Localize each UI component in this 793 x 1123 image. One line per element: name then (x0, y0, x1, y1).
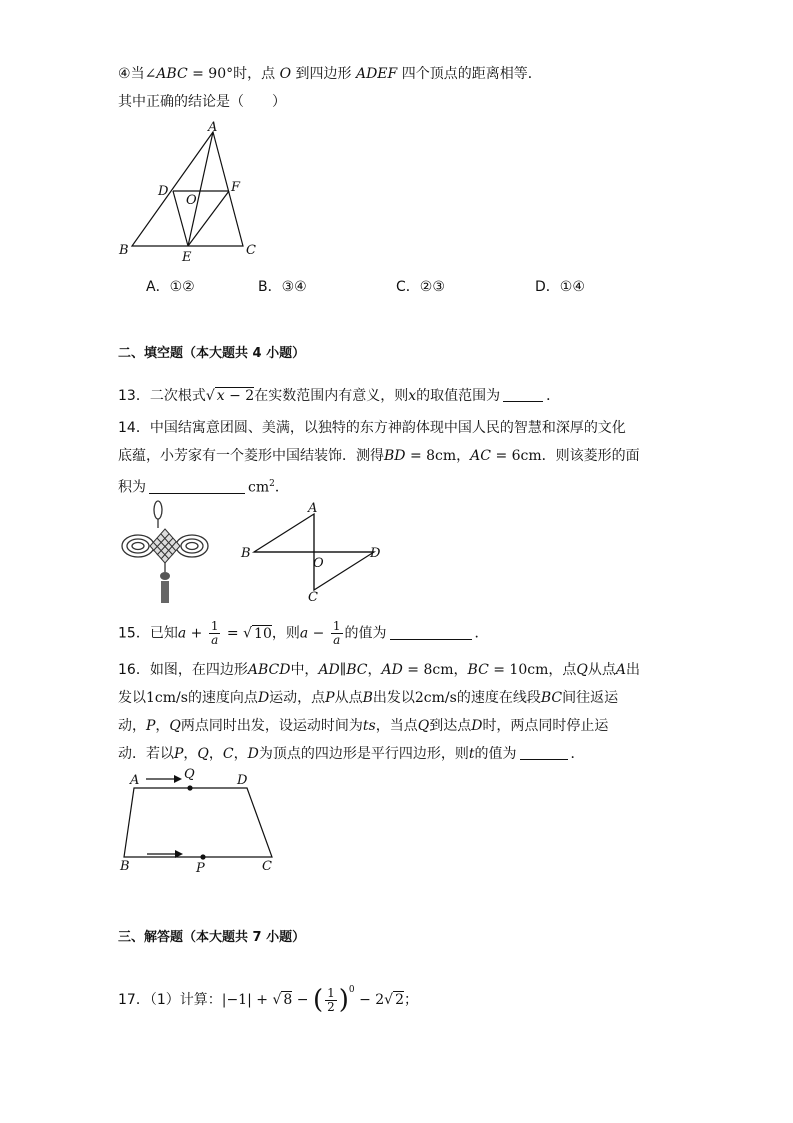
fraction-one-over-a: $\frac{1}{a}$ (210, 619, 219, 647)
fraction-one-half: $\frac{1}{2}$ (327, 985, 335, 1014)
radical-sign-icon: √ (243, 625, 253, 642)
q16-line2: 发以1cm/s的速度向点D运动，点P从点B出发以2cm/s的速度在线段BC间往返运 (118, 690, 619, 706)
label-C: C (262, 859, 272, 874)
option-b[interactable]: B．③④ (258, 279, 307, 295)
radical-sign-icon: √ (272, 992, 282, 1008)
label-B: B (120, 859, 130, 874)
q14-line3: 积为 $cm^2$． (118, 479, 289, 496)
q13-answer-blank[interactable] (503, 387, 543, 402)
section-3-heading: 三、解答题（本大题共 7 小题） (118, 930, 306, 945)
q17: 17．（1）计算：|−1| + √ 8 − ( $\frac{1}{2}$ )$^0$ − 2√ 2； (118, 985, 419, 1015)
knot-hanging-loop (154, 501, 162, 519)
point-Q (187, 785, 192, 790)
arrow-p-direction-icon (146, 848, 186, 860)
label-C: C (246, 243, 256, 258)
trapezoid-abcd (124, 788, 272, 857)
option-c[interactable]: C．②③ (396, 279, 445, 295)
arrowhead-icon (174, 775, 182, 783)
section-2-heading: 二、填空题（本大题共 4 小题） (118, 346, 306, 361)
q14-line2: 底蕴，小芳家有一个菱形中国结装饰．测得BD = 8cm，AC = 6cm．则该菱形的面 (118, 448, 640, 464)
option-d[interactable]: D．①④ (535, 279, 585, 295)
label-O: O (313, 556, 324, 571)
label-D: D (237, 773, 248, 788)
label-A: A (130, 773, 140, 788)
q16-answer-blank[interactable] (520, 745, 568, 760)
chinese-knot-illustration (116, 500, 216, 606)
knot-tassel (161, 581, 169, 603)
label-D: D (158, 184, 169, 199)
q16-line3: 动，P，Q两点同时出发，设运动时间为ts，当点Q到达点D时，两点同时停止运 (118, 718, 609, 734)
label-F: F (231, 180, 241, 195)
label-D: D (370, 546, 381, 561)
radical-sign-icon: √ (384, 992, 394, 1008)
label-E: E (182, 250, 192, 265)
point-P (200, 854, 205, 859)
q16-trapezoid-figure (112, 766, 292, 878)
option-a[interactable]: A．①② (146, 279, 195, 295)
label-P: P (196, 861, 205, 876)
q12-item4: ④当∠ABC = 90°时，点 O 到四边形 ADEF 四个顶点的距离相等． (118, 66, 542, 82)
triangle-abc (132, 132, 243, 246)
q15-answer-blank[interactable] (390, 625, 472, 640)
label-Q: Q (184, 767, 195, 782)
q14-line1: 14．中国结寓意团圆、美满，以独特的东方神韵体现中国人民的智慧和深厚的文化 (118, 420, 626, 436)
knot-bead (160, 572, 170, 580)
label-A: A (208, 120, 218, 135)
label-A: A (308, 501, 318, 516)
q12-prompt: 其中正确的结论是（ ） (118, 94, 286, 110)
label-C: C (308, 590, 318, 604)
label-O: O (186, 193, 197, 208)
label-B: B (241, 546, 251, 561)
radical-sign-icon: √ (205, 388, 215, 404)
fraction-one-over-a: $\frac{1}{a}$ (332, 619, 341, 647)
q16-line1: 16．如图，在四边形ABCD中，AD∥BC，AD = 8cm，BC = 10cm，点Q从点A出 (118, 662, 640, 678)
q14-answer-blank[interactable] (149, 479, 245, 494)
q12-triangle-figure (110, 118, 270, 266)
knot-center-weave (150, 529, 180, 563)
q13: 13．二次根式√ x − 2在实数范围内有意义，则x的取值范围为 ． (118, 388, 561, 404)
q14-rhombus-figure (236, 500, 386, 604)
label-B: B (119, 243, 129, 258)
q15: 15．已知a + $\frac{1}{a}$ = √ 10，则a − $\frac{1}{a}$ 的值为 ． (118, 619, 489, 647)
q16-line4: 动．若以P，Q，C，D为顶点的四边形是平行四边形，则t的值为 ． (118, 746, 585, 762)
